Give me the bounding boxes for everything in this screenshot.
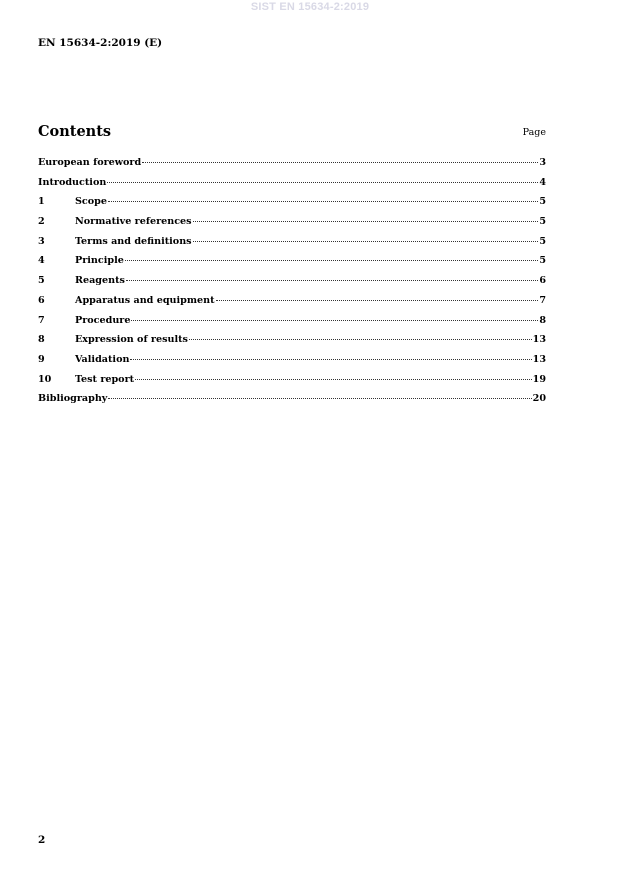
- toc-dot-leader: [193, 221, 539, 222]
- toc-entry-label: Scope: [75, 196, 107, 208]
- toc-entry-normative-references[interactable]: [38, 216, 546, 236]
- toc-entry-page: 8: [539, 314, 546, 326]
- toc-entry-bibliography[interactable]: [38, 393, 546, 413]
- toc-entry-terms-and-definitions[interactable]: [38, 236, 546, 256]
- toc-dot-leader: [108, 398, 531, 399]
- toc-entry-number: 3: [38, 235, 45, 247]
- page-number: 2: [38, 834, 46, 846]
- toc-entry-scope[interactable]: [38, 196, 546, 216]
- toc-dot-leader: [142, 162, 538, 163]
- toc-dot-leader: [108, 201, 538, 202]
- toc-dot-leader: [107, 182, 538, 183]
- toc-entry-apparatus-and-equipment[interactable]: [38, 295, 546, 315]
- toc-entry-page: 6: [539, 275, 546, 287]
- toc-dot-leader: [131, 320, 538, 321]
- contents-heading: Contents: [38, 123, 112, 140]
- toc-entry-label: Validation: [75, 353, 130, 365]
- watermark: SIST EN 15634-2:2019: [250, 1, 370, 13]
- toc-entry-number: 2: [38, 216, 45, 228]
- toc-entry-label: Terms and definitions: [75, 235, 192, 247]
- table-of-contents: [38, 157, 546, 413]
- toc-entry-page: 3: [539, 157, 546, 168]
- toc-entry-european-foreword[interactable]: [38, 157, 546, 177]
- toc-entry-number: 6: [38, 294, 45, 306]
- toc-entry-label: European foreword: [38, 157, 142, 168]
- toc-entry-number: 9: [38, 353, 45, 365]
- toc-entry-page: 7: [539, 294, 546, 306]
- toc-dot-leader: [130, 359, 531, 360]
- toc-entry-number: 8: [38, 334, 45, 346]
- toc-entry-page: 13: [532, 334, 546, 346]
- toc-dot-leader: [216, 300, 539, 301]
- toc-entry-introduction[interactable]: [38, 177, 546, 197]
- toc-entry-page: 5: [539, 235, 546, 247]
- toc-entry-page: 5: [539, 216, 546, 228]
- toc-entry-label: Normative references: [75, 216, 192, 228]
- document-identifier: EN 15634-2:2019 (E): [38, 37, 163, 49]
- toc-entry-label: Expression of results: [75, 334, 188, 346]
- toc-entry-page: 5: [539, 255, 546, 267]
- toc-entry-page: 5: [539, 196, 546, 208]
- toc-entry-page: 19: [532, 373, 546, 385]
- toc-entry-label: Reagents: [75, 275, 125, 287]
- toc-entry-label: Introduction: [38, 176, 107, 188]
- toc-dot-leader: [126, 280, 538, 281]
- toc-entry-test-report[interactable]: [38, 374, 546, 394]
- toc-entry-label: Test report: [75, 373, 135, 385]
- toc-entry-page: 4: [539, 176, 546, 188]
- toc-entry-label: Principle: [75, 255, 124, 267]
- page-column-header: Page: [522, 127, 546, 138]
- toc-entry-page: 13: [532, 353, 546, 365]
- toc-dot-leader: [125, 260, 538, 261]
- toc-entry-label: Procedure: [75, 314, 131, 326]
- toc-dot-leader: [193, 241, 539, 242]
- toc-entry-label: Bibliography: [38, 393, 108, 405]
- toc-dot-leader: [135, 379, 532, 380]
- toc-entry-validation[interactable]: [38, 354, 546, 374]
- toc-dot-leader: [189, 339, 532, 340]
- toc-entry-procedure[interactable]: [38, 315, 546, 335]
- toc-entry-number: 4: [38, 255, 45, 267]
- toc-entry-page: 20: [532, 393, 546, 405]
- toc-entry-expression-of-results[interactable]: [38, 334, 546, 354]
- toc-entry-number: 5: [38, 275, 45, 287]
- toc-entry-number: 1: [38, 196, 45, 208]
- toc-entry-principle[interactable]: [38, 255, 546, 275]
- toc-entry-reagents[interactable]: [38, 275, 546, 295]
- toc-entry-label: Apparatus and equipment: [75, 294, 215, 306]
- toc-entry-number: 10: [38, 373, 52, 385]
- toc-entry-number: 7: [38, 314, 45, 326]
